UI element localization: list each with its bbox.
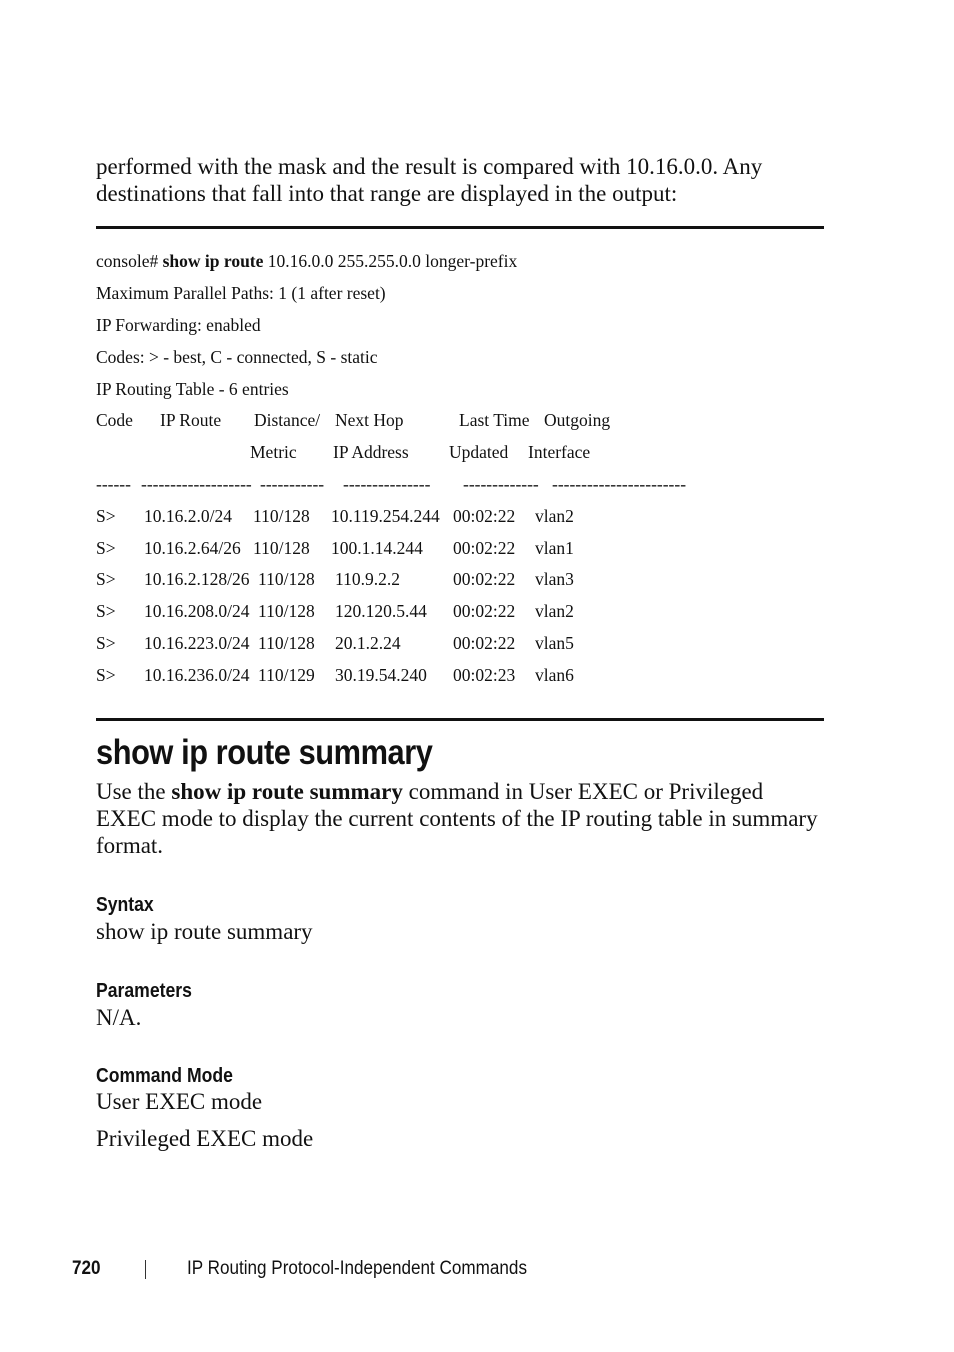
route-interface: vlan2: [535, 601, 574, 621]
route-metric: 110/128: [258, 601, 315, 621]
table-header: IP Address: [333, 442, 409, 462]
table-header: Metric: [250, 442, 297, 462]
route-next-hop: 10.119.254.244: [331, 506, 440, 526]
route-metric: 110/128: [258, 633, 315, 653]
parameters-value: N/A.: [96, 1005, 142, 1030]
separator-dashes: -----------: [260, 474, 325, 494]
separator-dashes: ------: [96, 474, 131, 494]
route-updated: 00:02:22: [453, 633, 516, 653]
table-header: Next Hop: [335, 410, 404, 430]
route-interface: vlan1: [535, 538, 574, 558]
output-line: Maximum Parallel Paths: 1 (1 after reset): [96, 283, 386, 303]
route-metric: 110/128: [253, 506, 310, 526]
route-code: S>: [96, 633, 116, 653]
desc-text: Use the: [96, 779, 172, 804]
route-prefix: 10.16.208.0/24: [144, 601, 250, 621]
route-code: S>: [96, 569, 116, 589]
route-metric: 110/128: [253, 538, 310, 558]
route-updated: 00:02:23: [453, 665, 516, 685]
route-interface: vlan3: [535, 569, 574, 589]
page-number: 720: [72, 1258, 101, 1279]
route-metric: 110/128: [258, 569, 315, 589]
route-prefix: 10.16.2.0/24: [144, 506, 232, 526]
route-code: S>: [96, 601, 116, 621]
syntax-value: show ip route summary: [96, 919, 313, 944]
route-updated: 00:02:22: [453, 538, 516, 558]
route-next-hop: 20.1.2.24: [335, 633, 401, 653]
route-prefix: 10.16.223.0/24: [144, 633, 250, 653]
console-prompt: console#: [96, 251, 159, 271]
separator-dashes: -----------------------: [552, 474, 687, 494]
table-header: Updated: [449, 442, 509, 462]
footer-separator: [145, 1260, 146, 1279]
route-metric: 110/129: [258, 665, 315, 685]
command-mode-value: User EXEC mode: [96, 1089, 263, 1114]
table-header: IP Route: [160, 410, 222, 430]
parameters-heading: Parameters: [96, 980, 192, 1002]
syntax-heading: Syntax: [96, 894, 154, 916]
route-next-hop: 120.120.5.44: [335, 601, 427, 621]
table-header: Interface: [528, 442, 591, 462]
route-code: S>: [96, 538, 116, 558]
table-header: Last Time: [459, 410, 530, 430]
route-interface: vlan6: [535, 665, 574, 685]
section-divider: [96, 718, 824, 721]
route-updated: 00:02:22: [453, 569, 516, 589]
route-interface: vlan2: [535, 506, 574, 526]
route-code: S>: [96, 665, 116, 685]
route-next-hop: 110.9.2.2: [335, 569, 400, 589]
example-command-line: [96, 251, 517, 271]
chapter-title: IP Routing Protocol-Independent Commands: [187, 1258, 527, 1279]
route-code: S>: [96, 506, 116, 526]
output-line: IP Routing Table - 6 entries: [96, 379, 289, 399]
separator-dashes: ---------------: [343, 474, 431, 494]
desc-text: command in User EXEC or Privileged EXEC mode to display the current contents of the IP routing table in summary format.: [96, 779, 818, 858]
route-prefix: 10.16.2.128/26: [144, 569, 250, 589]
section-description: [96, 778, 824, 859]
desc-command: show ip route summary: [171, 779, 403, 804]
command-name: show ip route: [162, 251, 264, 271]
route-interface: vlan5: [535, 633, 574, 653]
command-mode-value: Privileged EXEC mode: [96, 1126, 314, 1151]
route-prefix: 10.16.2.64/26: [144, 538, 241, 558]
command-args: 10.16.0.0 255.255.0.0 longer-prefix: [267, 251, 518, 271]
intro-paragraph: performed with the mask and the result is compared with 10.16.0.0. Any destinations that fall into that range are displayed in the output:: [96, 154, 763, 206]
output-line: Codes: > - best, C - connected, S - static: [96, 347, 378, 367]
route-next-hop: 100.1.14.244: [331, 538, 423, 558]
table-header: Outgoing: [544, 410, 611, 430]
table-header: Distance/: [254, 410, 321, 430]
separator-dashes: -------------: [463, 474, 539, 494]
route-prefix: 10.16.236.0/24: [144, 665, 250, 685]
route-updated: 00:02:22: [453, 506, 516, 526]
output-line: IP Forwarding: enabled: [96, 315, 261, 335]
separator-dashes: -------------------: [141, 474, 252, 494]
command-mode-heading: Command Mode: [96, 1065, 233, 1087]
route-next-hop: 30.19.54.240: [335, 665, 427, 685]
table-header: Code: [96, 410, 133, 430]
section-title: show ip route summary: [96, 733, 433, 772]
route-updated: 00:02:22: [453, 601, 516, 621]
top-divider: [96, 226, 824, 229]
